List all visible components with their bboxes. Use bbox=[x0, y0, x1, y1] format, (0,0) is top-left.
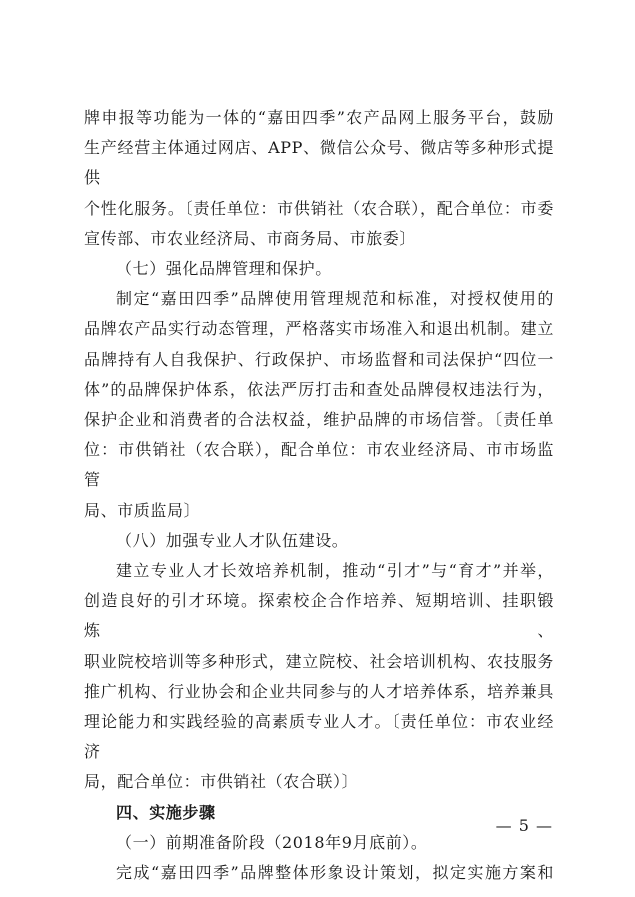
subheading-talent-team: （八）加强专业人才队伍建设。 bbox=[116, 530, 349, 550]
paragraph-talent-line-1: 建立专业人才长效培养机制，推动“引才”与“育才”并举， bbox=[116, 561, 554, 581]
paragraph-talent-line-6: 局，配合单位：市供销社（农合联）〕 bbox=[84, 772, 359, 792]
paragraph-brand-line-1: 制定“嘉田四季”品牌使用管理规范和标准，对授权使用的 bbox=[116, 289, 554, 309]
paragraph-platform-line-1: 牌申报等功能为一体的“嘉田四季”农产品网上服务平台，鼓励 bbox=[84, 108, 554, 127]
section-heading-implementation-steps: 四、实施步骤 bbox=[116, 802, 216, 822]
paragraph-brand-line-7: 局、市质监局〕 bbox=[84, 500, 201, 520]
paragraph-brand-line-2: 品牌农产品实行动态管理，严格落实市场准入和退出机制。建立 bbox=[84, 319, 554, 339]
paragraph-platform-line-4: 宣传部、市农业经济局、市商务局、市旅委〕 bbox=[84, 228, 417, 248]
paragraph-platform-line-2: 生产经营主体通过网店、APP、微信公众号、微店等多种形式提供 bbox=[84, 138, 554, 188]
paragraph-talent-line-3: 职业院校培训等多种形式，建立院校、社会培训机构、农技服务 bbox=[84, 651, 554, 671]
paragraph-platform-line-3: 个性化服务。〔责任单位：市供销社（农合联），配合单位：市委 bbox=[84, 198, 554, 218]
paragraph-brand-line-6: 位：市供销社（农合联），配合单位：市农业经济局、市市场监管 bbox=[84, 440, 554, 490]
subheading-preparation-stage: （一）前期准备阶段（2018年9月底前）。 bbox=[116, 832, 428, 852]
document-body bbox=[84, 103, 554, 888]
paragraph-talent-line-5: 理论能力和实践经验的高素质专业人才。〔责任单位：市农业经济 bbox=[84, 712, 554, 762]
paragraph-talent-line-2: 创造良好的引才环境。探索校企合作培养、短期培训、挂职锻炼、 bbox=[84, 591, 554, 641]
paragraph-brand-line-4: 体”的品牌保护体系，依法严厉打击和查处品牌侵权违法行为， bbox=[84, 379, 554, 399]
paragraph-talent-line-4: 推广机构、行业协会和企业共同参与的人才培养体系，培养兼具 bbox=[84, 681, 554, 701]
paragraph-preparation-line-1: 完成“嘉田四季”品牌整体形象设计策划，拟定实施方案和 bbox=[116, 863, 554, 883]
paragraph-brand-line-3: 品牌持有人自我保护、行政保护、市场监督和司法保护“四位一 bbox=[84, 349, 554, 369]
page-number: — 5 — bbox=[495, 816, 553, 835]
subheading-brand-management: （七）强化品牌管理和保护。 bbox=[116, 259, 332, 279]
paragraph-brand-line-5: 保护企业和消费者的合法权益，维护品牌的市场信誉。〔责任单 bbox=[84, 410, 554, 430]
